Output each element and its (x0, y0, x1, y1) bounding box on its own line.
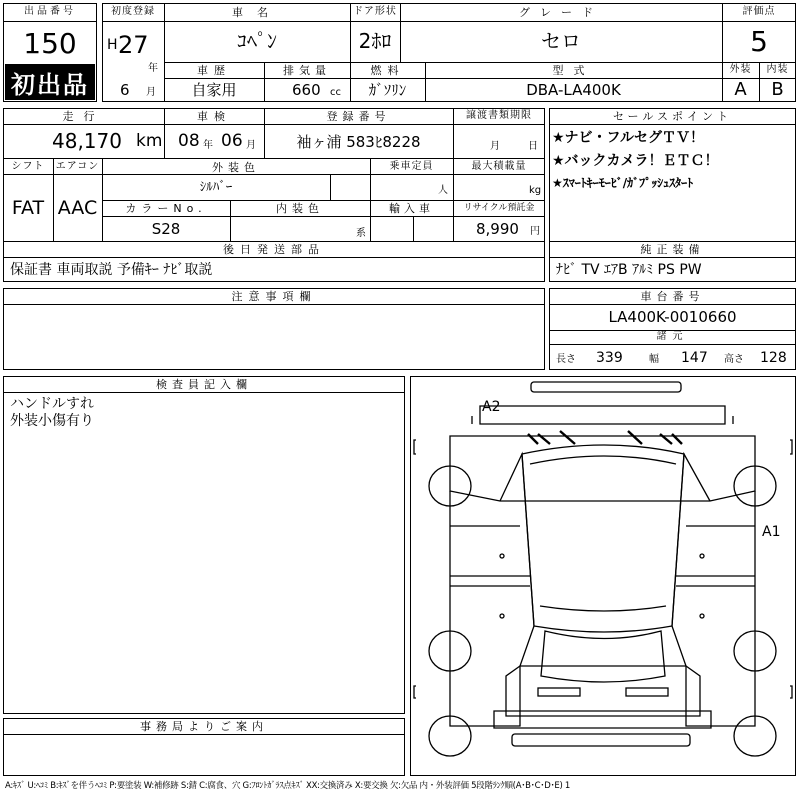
int-label: 内装 (766, 64, 789, 75)
mileage-unit: km (136, 131, 163, 151)
sales-line-1: ★ナビ・フルセグＴＶ！ (552, 130, 704, 146)
grade-label: グレード (519, 6, 603, 19)
chassis-number: LA400K-0010660 (608, 308, 737, 326)
int-grade: B (771, 79, 784, 100)
inspection-label: 車検 (197, 110, 231, 123)
ext-label: 外装 (729, 64, 752, 75)
color-no: S28 (151, 220, 181, 238)
deadline-month-unit: 月 (490, 141, 500, 152)
load-label: 最大積載量 (471, 161, 527, 172)
car-name-label: 車名 (232, 6, 282, 19)
insp-year: 08 (178, 131, 200, 151)
length-label: 長さ (556, 354, 576, 365)
score-label: 評価点 (742, 6, 776, 17)
first-time-badge: 初出品 (5, 64, 95, 100)
car-body-outline (410, 376, 796, 776)
reg-month: 6 (120, 81, 130, 99)
fuel: ｶﾞｿﾘﾝ (368, 81, 407, 99)
history: 自家用 (191, 81, 237, 99)
insp-month-unit: 月 (246, 140, 256, 151)
capacity-unit: 人 (438, 185, 448, 196)
recycle-label: リサイクル預託金 (463, 203, 535, 213)
mark-a1: A1 (762, 524, 781, 540)
width: 147 (681, 350, 708, 366)
deadline-day-unit: 日 (528, 141, 538, 152)
insp-month: 06 (221, 131, 243, 151)
load-unit: kg (529, 185, 542, 196)
equipment-label: 純正装備 (640, 243, 705, 256)
ac-label: エアコン (55, 161, 100, 172)
lot-label: 出品番号 (24, 6, 76, 17)
chassis-label: 車台番号 (640, 290, 705, 303)
dims-label: 諸元 (656, 331, 689, 342)
mileage-label: 走行 (62, 110, 105, 123)
legend: A:ｷｽﾞ U:ﾍｺﾐ B:ｷｽﾞを伴うﾍｺﾐ P:要塗装 W:補修跡 S:錆 C:腐食、穴 G:ﾌﾛﾝﾄｶﾞﾗｽ点ｷｽﾞ XX:交換済み X:要交換 欠:欠品 内・外装評価 5段階ﾗﾝｸ順(A･B･C･D･E) 1 (5, 781, 571, 791)
sales-box (549, 108, 796, 242)
deadline-label: 譲渡書類期限 (466, 110, 532, 121)
car-name: ｺﾍﾟﾝ (237, 29, 277, 53)
color-label: 外装色 (212, 161, 260, 174)
score: 5 (750, 25, 768, 58)
equipment: ﾅﾋﾞ TV ｴｱB ｱﾙﾐ PS PW (556, 262, 702, 278)
sales-label: セールスポイント (612, 110, 732, 123)
lot-number: 150 (23, 27, 77, 60)
reg-month-unit: 月 (146, 87, 156, 98)
grade: セロ (541, 29, 581, 53)
mileage: 48,170 (52, 129, 122, 153)
interior-label: 内装色 (276, 202, 324, 215)
insp-year-unit: 年 (203, 140, 213, 151)
displacement-unit: cc (330, 87, 341, 98)
plate-label: 登録番号 (326, 110, 391, 123)
history-label: 車歴 (197, 64, 231, 77)
sales-line-2: ★バックカメラ！ＥＴＣ！ (552, 153, 719, 169)
era: H (107, 37, 118, 53)
office-label: 事務局よりご案内 (140, 720, 268, 733)
displacement: 660 (292, 81, 321, 99)
notes-label: 注意事項欄 (231, 290, 317, 303)
shift: FAT (11, 197, 45, 219)
inspector-line-2: 外装小傷有り (10, 413, 94, 429)
reg-year: 27 (118, 31, 149, 59)
shift-label: シフト (11, 161, 45, 172)
later-parts-label: 後日発送部品 (223, 243, 325, 256)
door-label: ドア形状 (353, 6, 397, 17)
first-reg-label: 初度登録 (111, 6, 155, 17)
plate: 袖ヶ浦 583ﾋ8228 (296, 133, 421, 151)
inspector-line-1: ハンドルすれ (10, 396, 94, 412)
model: DBA-LA400K (526, 81, 621, 99)
reg-year-unit: 年 (148, 63, 158, 74)
color-no-label: カラーNo. (125, 202, 207, 215)
inspector-label: 検査員記入欄 (156, 378, 252, 391)
later-parts: 保証書 車両取説 予備ｷｰ ﾅﾋﾞ取説 (10, 262, 213, 278)
mark-a2: A2 (482, 399, 501, 415)
ac: AAC (57, 197, 98, 219)
height: 128 (760, 350, 787, 366)
sales-line-3: ★ｽﾏｰﾄｷｰﾓｰﾋﾞ/ｶﾞﾌﾟｯｼｭｽﾀｰﾄ (552, 176, 694, 190)
interior-unit: 系 (356, 228, 366, 239)
color: ｼﾙﾊﾞｰ (199, 180, 233, 195)
capacity-label: 乗車定員 (389, 161, 434, 172)
recycle: 8,990 (476, 220, 519, 238)
door: 2ﾎﾛ (358, 29, 392, 53)
recycle-unit: 円 (530, 226, 540, 237)
import-label: 輸入車 (389, 202, 434, 215)
displacement-label: 排気量 (283, 64, 331, 77)
fuel-label: 燃料 (370, 64, 405, 77)
width-label: 幅 (649, 354, 659, 365)
ext-grade: A (734, 79, 747, 100)
model-label: 型式 (552, 64, 595, 77)
height-label: 高さ (724, 354, 744, 365)
length: 339 (596, 350, 623, 366)
